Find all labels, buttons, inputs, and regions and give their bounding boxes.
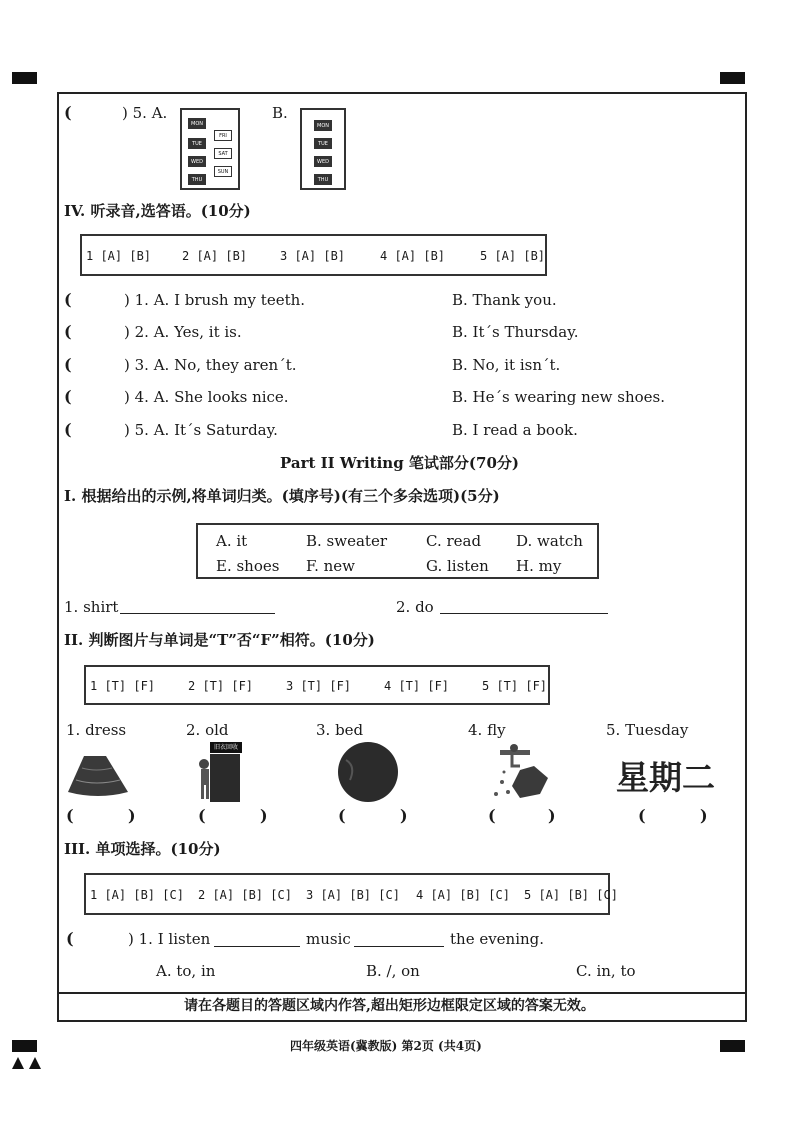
answer-paren-open[interactable]: ( bbox=[64, 322, 72, 341]
skirt-picture bbox=[66, 752, 130, 800]
answer-paren-open[interactable]: ( bbox=[64, 355, 72, 374]
corner-mark-bottom-right bbox=[720, 1040, 745, 1052]
cal-a-day: SUN bbox=[214, 166, 232, 177]
answer-paren-open[interactable]: ( bbox=[66, 806, 74, 825]
question-option-b: B. I read a book. bbox=[452, 421, 578, 439]
mc-q1-stem: ) 1. I listen bbox=[128, 930, 211, 948]
notice-divider bbox=[57, 992, 747, 994]
question-option-b: B. It´s Thursday. bbox=[452, 323, 579, 341]
cal-a-day: TUE bbox=[188, 138, 206, 149]
word-option: A. it bbox=[216, 532, 248, 550]
question-option-a: ) 2. A. Yes, it is. bbox=[124, 323, 242, 341]
question-option-a: ) 4. A. She looks nice. bbox=[124, 388, 289, 406]
answer-bubbles[interactable]: 5 [T] [F] bbox=[482, 679, 548, 693]
answer-paren-close[interactable]: ) bbox=[400, 806, 408, 825]
section4-heading: IV. 听录音,选答语。(10分) bbox=[64, 202, 251, 220]
mc-q1-stem: music bbox=[306, 930, 351, 948]
option-b-label: B. bbox=[272, 104, 288, 122]
picture-item-label: 4. fly bbox=[468, 721, 506, 739]
recycling-bin-picture bbox=[192, 742, 242, 804]
cal-a-day: THU bbox=[188, 174, 206, 185]
picture-item-label: 5. Tuesday bbox=[606, 721, 689, 739]
word-option: D. watch bbox=[516, 532, 583, 550]
answer-blank[interactable] bbox=[214, 946, 300, 947]
cal-b-day: TUE bbox=[314, 138, 332, 149]
calendar-picture-b bbox=[300, 108, 346, 190]
answer-bubbles[interactable]: 1 [A] [B] bbox=[86, 249, 152, 263]
answer-paren-close[interactable]: ) bbox=[260, 806, 268, 825]
answer-paren-open[interactable]: ( bbox=[64, 387, 72, 406]
mc-option: A. to, in bbox=[156, 962, 216, 980]
answer-blank[interactable] bbox=[440, 613, 608, 614]
answer-paren-open[interactable]: ( bbox=[64, 420, 72, 439]
question-option-a: ) 5. A. It´s Saturday. bbox=[124, 421, 278, 439]
ball-picture bbox=[336, 740, 400, 804]
question-option-b: B. No, it isn´t. bbox=[452, 356, 561, 374]
writing3-answer-box bbox=[84, 873, 618, 915]
answer-paren-open[interactable]: ( bbox=[198, 806, 206, 825]
cal-a-day: MON bbox=[188, 118, 206, 129]
answer-bubbles[interactable]: 4 [A] [B] bbox=[380, 249, 446, 263]
picture-item-label: 2. old bbox=[186, 721, 229, 739]
mc-q1-stem: the evening. bbox=[450, 930, 545, 948]
answer-blank[interactable] bbox=[354, 946, 444, 947]
word-option: H. my bbox=[516, 557, 562, 575]
page-footer: 四年级英语(冀教版) 第2页 (共4页) bbox=[290, 1039, 482, 1053]
cal-a-day: FRI bbox=[214, 130, 232, 141]
answer-paren-open[interactable]: ( bbox=[338, 806, 346, 825]
writing2-answer-box bbox=[84, 665, 550, 705]
fly-picture bbox=[490, 742, 552, 802]
question-option-b: B. Thank you. bbox=[452, 291, 557, 309]
word-option: C. read bbox=[426, 532, 482, 550]
word-option: B. sweater bbox=[306, 532, 387, 550]
word-option: F. new bbox=[306, 557, 355, 575]
cal-b-day: MON bbox=[314, 120, 332, 131]
answer-paren-close[interactable]: ) bbox=[700, 806, 708, 825]
answer-bubbles[interactable]: 4 [A] [B] [C] bbox=[416, 888, 510, 902]
answer-bubbles[interactable]: 2 [A] [B] bbox=[182, 249, 248, 263]
writing3-heading: III. 单项选择。(10分) bbox=[64, 840, 221, 858]
answer-bubbles[interactable]: 3 [A] [B] [C] bbox=[306, 888, 400, 902]
question-option-b: B. He´s wearing new shoes. bbox=[452, 388, 666, 406]
answer-bubbles[interactable]: 4 [T] [F] bbox=[384, 679, 450, 693]
word-option: E. shoes bbox=[216, 557, 280, 575]
answer-bubbles[interactable]: 2 [A] [B] [C] bbox=[198, 888, 292, 902]
question-option-a: ) 3. A. No, they aren´t. bbox=[124, 356, 297, 374]
answer-paren-open[interactable]: ( bbox=[64, 103, 72, 122]
picture-item-label: 3. bed bbox=[316, 721, 364, 739]
writing1-heading: I. 根据给出的示例,将单词归类。(填序号)(有三个多余选项)(5分) bbox=[64, 487, 500, 505]
answer-paren-close[interactable]: ) bbox=[128, 806, 136, 825]
answer-paren-close[interactable]: ) bbox=[548, 806, 556, 825]
mc-option: B. /, on bbox=[366, 962, 420, 980]
answer-paren-open[interactable]: ( bbox=[488, 806, 496, 825]
mc-option: C. in, to bbox=[576, 962, 636, 980]
cal-b-day: WED bbox=[314, 156, 332, 167]
answer-bubbles[interactable]: 3 [A] [B] bbox=[280, 249, 346, 263]
answer-paren-open[interactable]: ( bbox=[638, 806, 646, 825]
calendar-picture-a bbox=[180, 108, 240, 190]
cal-a-day: SAT bbox=[214, 148, 232, 159]
answer-paren-open[interactable]: ( bbox=[64, 290, 72, 309]
corner-mark-top-right bbox=[720, 72, 745, 84]
part2-title: Part II Writing 笔试部分(70分) bbox=[280, 454, 519, 472]
word-bank-box bbox=[196, 523, 599, 579]
cal-b-day: THU bbox=[314, 174, 332, 185]
q5-prefix: ) 5. A. bbox=[122, 104, 168, 122]
picture-item-label: 1. dress bbox=[66, 721, 127, 739]
corner-mark-top-left bbox=[12, 72, 37, 84]
answer-bubbles[interactable]: 3 [T] [F] bbox=[286, 679, 352, 693]
answer-bubbles[interactable]: 1 [A] [B] [C] bbox=[90, 888, 184, 902]
answer-bubbles[interactable]: 1 [T] [F] bbox=[90, 679, 156, 693]
section4-answer-box bbox=[80, 234, 547, 276]
cal-a-day: WED bbox=[188, 156, 206, 167]
triangle-marks-icon bbox=[12, 1056, 44, 1070]
answer-blank[interactable] bbox=[120, 613, 275, 614]
notice-text: 请在各题目的答题区域内作答,超出矩形边框限定区域的答案无效。 bbox=[184, 998, 595, 1014]
answer-bubbles[interactable]: 2 [T] [F] bbox=[188, 679, 254, 693]
answer-bubbles[interactable]: 5 [A] [B] bbox=[480, 249, 546, 263]
answer-paren-open[interactable]: ( bbox=[66, 929, 74, 948]
writing2-heading: II. 判断图片与单词是“T”否“F”相符。(10分) bbox=[64, 631, 375, 649]
corner-mark-bottom-left bbox=[12, 1040, 37, 1052]
classify-q2: 2. do bbox=[396, 598, 434, 616]
answer-bubbles[interactable]: 5 [A] [B] [C] bbox=[524, 888, 618, 902]
word-option: G. listen bbox=[426, 557, 489, 575]
bin-sign-text: 旧衣回收 bbox=[210, 742, 242, 753]
classify-q1: 1. shirt bbox=[64, 598, 119, 616]
weekday-picture: 星期二 bbox=[616, 758, 715, 797]
question-option-a: ) 1. A. I brush my teeth. bbox=[124, 291, 306, 309]
